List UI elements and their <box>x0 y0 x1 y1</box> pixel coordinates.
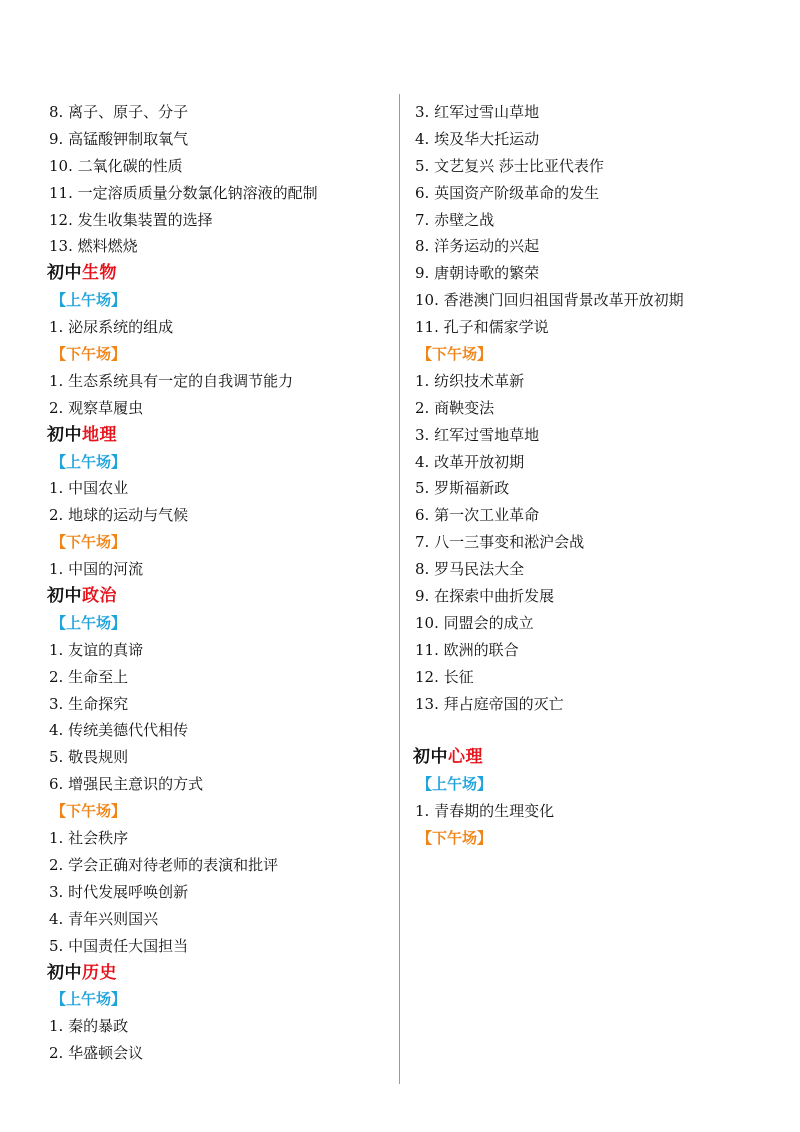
subject-name: 生物 <box>82 263 117 284</box>
list-item: 5. 罗斯福新政 <box>415 479 510 498</box>
list-item: 2. 学会正确对待老师的表演和批评 <box>49 855 279 874</box>
list-item: 5. 中国责任大国担当 <box>49 936 189 955</box>
list-item: 4. 青年兴则国兴 <box>49 909 159 928</box>
subject-name: 心理 <box>448 747 483 768</box>
subject-prefix: 初中 <box>47 263 82 284</box>
list-item: 6. 第一次工业革命 <box>415 506 540 525</box>
list-item: 9. 在探索中曲折发展 <box>415 587 555 606</box>
list-item: 13. 燃料燃烧 <box>49 237 138 256</box>
right-column <box>413 99 793 852</box>
list-item: 1. 中国的河流 <box>49 560 144 579</box>
session-label-am: 【上午场】 <box>417 775 493 794</box>
list-item: 5. 文艺复兴 莎士比亚代表作 <box>415 156 604 175</box>
subject-prefix: 初中 <box>413 747 448 768</box>
list-item: 2. 华盛顿会议 <box>49 1044 144 1063</box>
list-item: 2. 商鞅变法 <box>415 398 495 417</box>
history-pm-list <box>413 368 793 718</box>
subject-heading-history <box>47 960 387 987</box>
column-divider <box>399 94 400 1084</box>
chemistry-pm-list <box>47 99 387 260</box>
session-label-am: 【上午场】 <box>51 990 127 1009</box>
session-label-pm: 【下午场】 <box>51 533 127 552</box>
list-item: 10. 二氧化碳的性质 <box>49 156 183 175</box>
list-item: 1. 生态系统具有一定的自我调节能力 <box>49 371 294 390</box>
session-label-pm: 【下午场】 <box>51 345 127 364</box>
list-item: 10. 同盟会的成立 <box>415 613 534 632</box>
list-item: 1. 纺织技术革新 <box>415 371 525 390</box>
list-item: 9. 高锰酸钾制取氧气 <box>49 129 189 148</box>
session-label-am: 【上午场】 <box>51 613 127 632</box>
subject-name: 政治 <box>82 586 117 607</box>
list-item: 8. 罗马民法大全 <box>415 560 525 579</box>
subject-heading-politics <box>47 583 387 610</box>
session-label-pm: 【下午场】 <box>417 829 493 848</box>
list-item: 3. 红军过雪山草地 <box>415 103 540 121</box>
list-item: 12. 发生收集装置的选择 <box>49 210 213 229</box>
subject-heading-biology <box>47 260 387 287</box>
list-item: 9. 唐朝诗歌的繁荣 <box>415 264 540 283</box>
list-item: 11. 欧洲的联合 <box>415 640 519 659</box>
list-item: 3. 生命探究 <box>49 694 129 713</box>
list-item: 1. 社会秩序 <box>49 829 129 848</box>
list-item: 8. 离子、原子、分子 <box>49 103 189 121</box>
list-item: 11. 孔子和儒家学说 <box>415 318 549 337</box>
subject-name: 历史 <box>82 962 117 983</box>
subject-heading-psychology <box>413 744 793 771</box>
list-item: 1. 青春期的生理变化 <box>415 802 555 821</box>
list-item: 11. 一定溶质质量分数氯化钠溶液的配制 <box>49 183 318 202</box>
list-item: 4. 埃及华大托运动 <box>415 129 540 148</box>
list-item: 8. 洋务运动的兴起 <box>415 237 540 256</box>
subject-name: 地理 <box>82 424 117 445</box>
list-item: 4. 传统美德代代相传 <box>49 721 189 740</box>
list-item: 7. 八一三事变和淞沪会战 <box>415 533 585 552</box>
list-item: 6. 增强民主意识的方式 <box>49 775 204 794</box>
list-item: 10. 香港澳门回归祖国背景改革开放初期 <box>415 291 684 310</box>
subject-prefix: 初中 <box>47 586 82 607</box>
list-item: 1. 泌尿系统的组成 <box>49 318 174 337</box>
session-label-pm: 【下午场】 <box>51 802 127 821</box>
list-item: 3. 时代发展呼唤创新 <box>49 882 189 901</box>
history-am-list <box>413 99 793 341</box>
list-item: 1. 秦的暴政 <box>49 1017 129 1036</box>
list-item: 2. 观察草履虫 <box>49 398 144 417</box>
session-label-am: 【上午场】 <box>51 291 127 310</box>
list-item: 3. 红军过雪地草地 <box>415 425 540 444</box>
subject-prefix: 初中 <box>47 424 82 445</box>
list-item: 6. 英国资产阶级革命的发生 <box>415 183 600 202</box>
left-column <box>47 99 387 1067</box>
list-item: 7. 赤壁之战 <box>415 210 495 229</box>
list-item: 5. 敬畏规则 <box>49 748 129 767</box>
list-item: 1. 中国农业 <box>49 479 129 498</box>
list-item: 1. 友谊的真谛 <box>49 640 144 659</box>
list-item: 4. 改革开放初期 <box>415 452 525 471</box>
session-label-am: 【上午场】 <box>51 452 127 471</box>
list-item: 13. 拜占庭帝国的灭亡 <box>415 694 564 713</box>
list-item: 12. 长征 <box>415 667 474 686</box>
spacer <box>413 717 793 744</box>
list-item: 2. 地球的运动与气候 <box>49 506 189 525</box>
list-item: 2. 生命至上 <box>49 667 129 686</box>
subject-heading-geography <box>47 422 387 449</box>
subject-prefix: 初中 <box>47 962 82 983</box>
session-label-pm: 【下午场】 <box>417 345 493 364</box>
